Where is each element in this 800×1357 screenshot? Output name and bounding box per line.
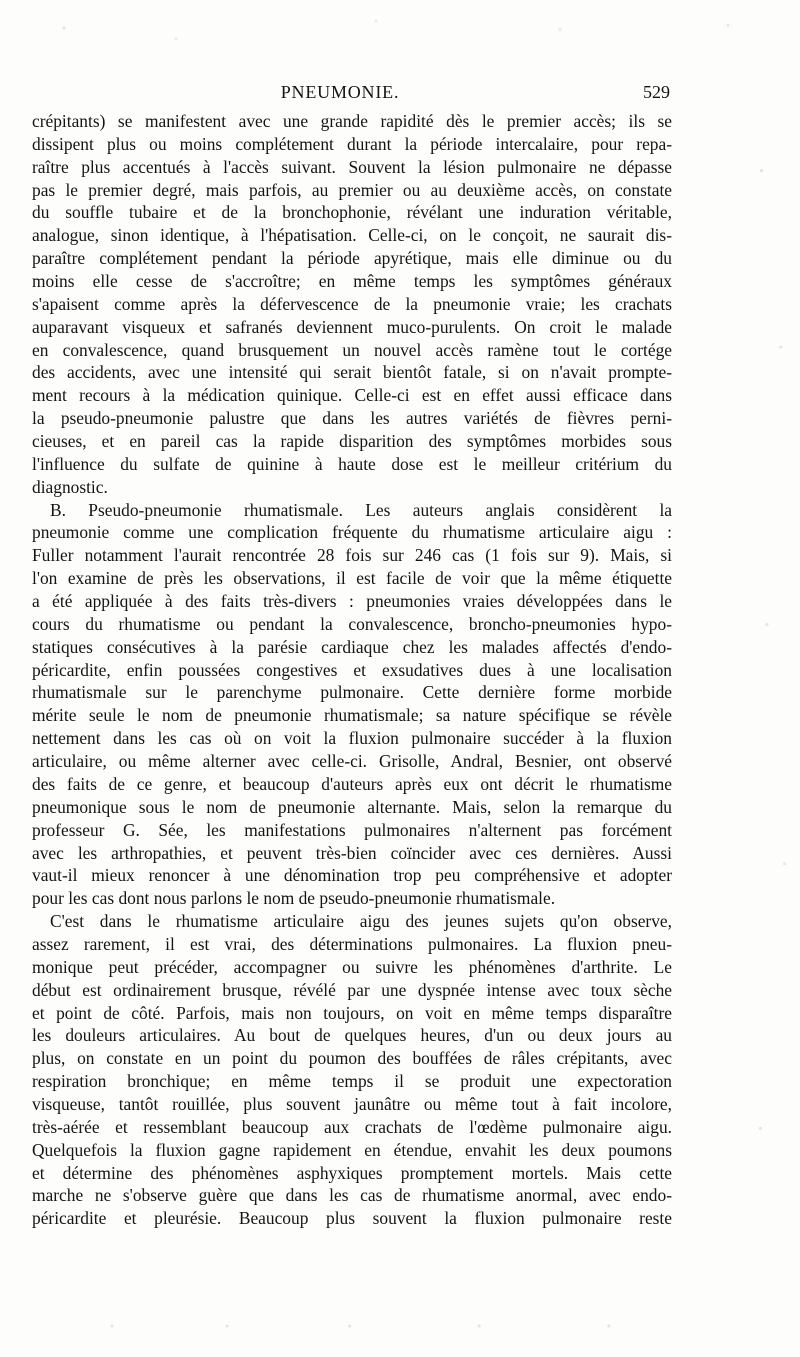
text-line: diagnostic. [32,476,108,497]
text-line: avec les arthropathies, et peuvent très-bien coïncider avec ces dernières. Aussi [32,842,672,863]
text-line: la pseudo-pneumonie palustre que dans les autres variétés de fièvres perni- [32,408,672,429]
scan-speckle-bottom [40,1317,760,1335]
scan-speckle-top [0,0,800,70]
text-line: des accidents, avec une intensité qui serait bientôt fatale, si on n'avait prompte- [32,362,672,383]
text-line: s'apaisent comme après la défervescence de la pneumonie vraie; les crachats [32,293,672,314]
text-line: respiration bronchique; en même temps il se produit une expectoration [32,1071,672,1092]
text-line: Quelquefois la fluxion gagne rapidement en étendue, envahit les deux poumons [32,1139,672,1160]
text-line: mérite seule le nom de pneumonie rhumatismale; sa nature spécifique se révèle [32,705,672,726]
text-line: visqueuse, tantôt rouillée, plus souvent jaunâtre ou même tout à fait incolore, [32,1093,672,1114]
text-line: cieuses, et en pareil cas la rapide disparition des symptômes morbides sous [32,431,672,452]
text-line: crépitants) se manifestent avec une grande rapidité dès le premier accès; ils se [32,111,672,131]
text-line: cours du rhumatisme ou pendant la convalescence, broncho-pneumonies hypo- [32,613,672,634]
text-line: ment recours à la médication quinique. Celle-ci est en effet aussi efficace dans [32,385,672,406]
text-line: pneumonique sous le nom de pneumonie alternante. Mais, selon la remarque du [32,796,672,817]
text-line: rhumatismale sur le parenchyme pulmonaire. Cette dernière forme morbide [32,682,672,703]
text-line: pour les cas dont nous parlons le nom de pseudo-pneumonie rhumatismale. [32,888,556,909]
text-line: Fuller notamment l'aurait rencontrée 28 fois sur 246 cas (1 fois sur 9). Mais, si [32,545,672,566]
text-line: péricardite et pleurésie. Beaucoup plus souvent la fluxion pulmonaire reste [32,1208,672,1229]
text-line: plus, on constate en un point du poumon des bouffées de râles crépitants, avec [32,1048,672,1069]
text-line: monique peut précéder, accompagner ou suivre les phénomènes d'arthrite. Le [32,956,672,977]
text-line: professeur G. Sée, les manifestations pulmonaires n'alternent pas forcément [32,819,672,840]
text-line: début est ordinairement brusque, révélé par une dyspnée intense avec toux sèche [32,979,672,1000]
text-line: statiques consécutives à la parésie cardiaque chez les malades affectés d'endo- [32,636,672,657]
text-line: pneumonie comme une complication fréquente du rhumatisme articulaire aigu : [32,522,672,543]
text-line: vaut-il mieux renoncer à une dénomination trop peu compréhensive et adopter [32,865,672,886]
text-line: l'influence du sulfate de quinine à haute dose est le meilleur critérium du [32,453,672,474]
text-line: analogue, sinon identique, à l'hépatisation. Celle-ci, on le conçoit, ne saurait dis- [32,225,672,246]
text-line: C'est dans le rhumatisme articulaire aigu des jeunes sujets qu'on observe, [50,911,672,932]
text-line: péricardite, enfin poussées congestives et exsudatives dues à une localisation [32,659,672,680]
text-line: raître plus accentués à l'accès suivant. Souvent la lésion pulmonaire ne dépasse [32,156,672,177]
text-line: assez rarement, il est vrai, des déterminations pulmonaires. La fluxion pneu- [32,933,672,954]
text-line: les douleurs articulaires. Au bout de quelques heures, d'un ou deux jours au [32,1025,672,1046]
text-line: a été appliquée à des faits très-divers : pneumonies vraies développées dans le [32,591,672,612]
text-line: en convalescence, quand brusquement un nouvel accès ramène tout le cortége [32,339,672,360]
scan-speckle-right [745,70,800,1330]
page-number: 529 [643,82,670,102]
running-title: PNEUMONIE. [280,82,400,102]
text-line: B. Pseudo-pneumonie rhumatismale. Les auteurs anglais considèrent la [50,499,672,520]
text-line: marche ne s'observe guère que dans les cas de rhumatisme anormal, avec endo- [32,1185,672,1206]
text-line: et détermine des phénomènes asphyxiques promptement mortels. Mais cette [32,1162,672,1183]
text-line: articulaire, ou même alterner avec celle-ci. Grisolle, Andral, Besnier, ont observé [32,751,672,772]
text-line: moins elle cesse de s'accroître; en même temps les symptômes généraux [32,271,672,292]
text-line: auparavant visqueux et safranés deviennent muco-purulents. On croit le malade [32,316,672,337]
text-line: pas le premier degré, mais parfois, au premier ou au deuxième accès, on constate [32,179,672,200]
text-line: paraître complétement pendant la période apyrétique, mais elle diminue ou du [32,248,672,269]
text-line: des faits de ce genre, et beaucoup d'auteurs après eux ont décrit le rhumatisme [32,773,672,794]
text-line: nettement dans les cas où on voit la fluxion pulmonaire succéder à la fluxion [32,728,672,749]
text-line: l'on examine de près les observations, il est facile de voir que la même étiquette [32,568,672,589]
text-line: très-aérée et ressemblant beaucoup aux crachats de l'œdème pulmonaire aigu. [32,1116,672,1137]
text-line: du souffle tubaire et de la bronchophonie, révélant une induration véritable, [32,202,672,223]
text-line: dissipent plus ou moins complétement durant la période intercalaire, pour repa- [32,133,672,154]
page-text [32,110,672,1270]
text-line: et point de côté. Parfois, mais non toujours, on voit en même temps disparaître [32,1002,672,1023]
